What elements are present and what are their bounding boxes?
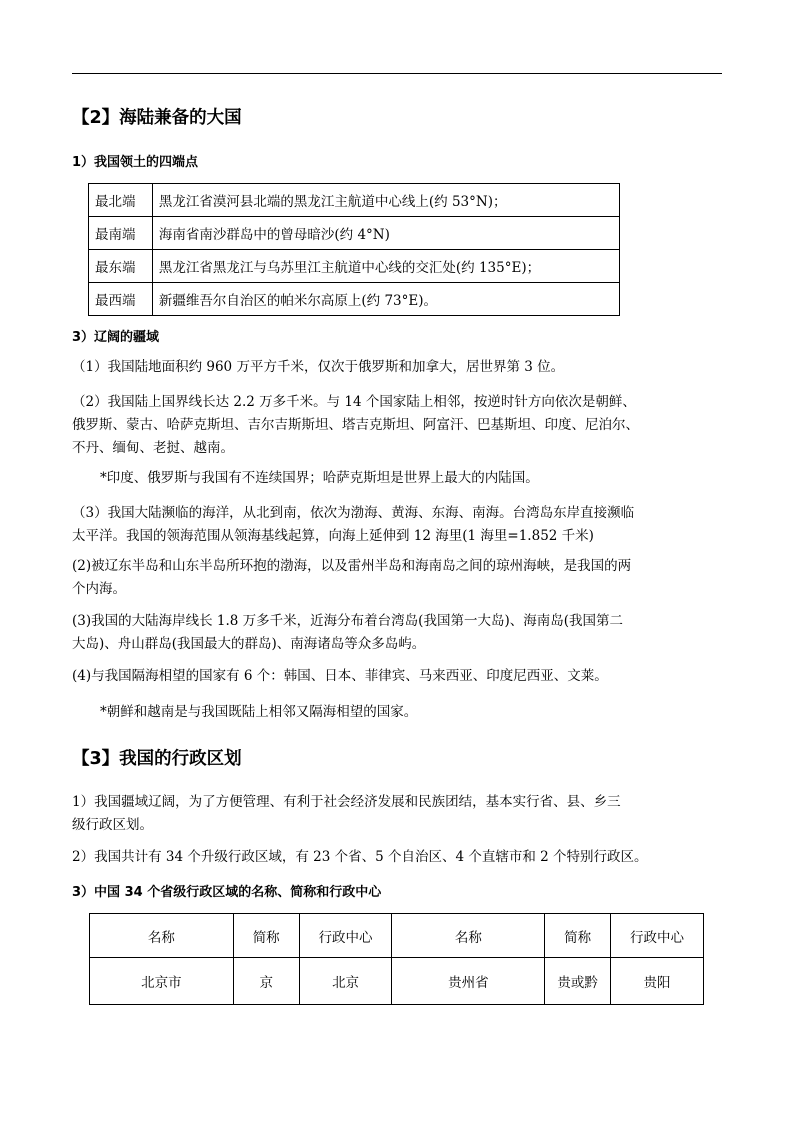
provinces-table xyxy=(89,913,704,1005)
extreme-label: 最北端 xyxy=(89,184,153,217)
col-header-abbr: 简称 xyxy=(545,914,611,958)
territory-p2 xyxy=(72,391,722,460)
col-header-capital: 行政中心 xyxy=(611,914,704,958)
territory-p6: (4)与我国隔海相望的国家有 6 个：韩国、日本、菲律宾、马来西亚、印度尼西亚、文莱。 xyxy=(72,668,608,684)
cell-name: 贵州省 xyxy=(392,958,545,1005)
cell-name: 北京市 xyxy=(90,958,234,1005)
section2-title: 【2】海陆兼备的大国 xyxy=(72,108,242,128)
cell-abbr: 京 xyxy=(233,958,299,1005)
provinces-table-heading: 3）中国 34 个省级行政区域的名称、简称和行政中心 xyxy=(72,885,382,900)
p4-line: 个内海。 xyxy=(72,581,126,597)
cell-abbr: 贵或黔 xyxy=(545,958,611,1005)
extreme-desc: 黑龙江省漠河县北端的黑龙江主航道中心线上(约 53°N)； xyxy=(152,184,619,217)
table-row xyxy=(89,184,620,217)
extreme-desc: 海南省南沙群岛中的曾母暗沙(约 4°N) xyxy=(152,217,619,250)
table-row xyxy=(89,217,620,250)
col-header-name: 名称 xyxy=(90,914,234,958)
territory-note2: *朝鲜和越南是与我国既陆上相邻又隔海相望的国家。 xyxy=(100,704,418,720)
territory-p4 xyxy=(72,555,722,601)
extreme-label: 最南端 xyxy=(89,217,153,250)
table-row xyxy=(89,250,620,283)
territory-p3 xyxy=(72,502,722,548)
section3-title: 【3】我国的行政区划 xyxy=(72,749,242,769)
cell-capital: 贵阳 xyxy=(611,958,704,1005)
extreme-desc: 黑龙江省黑龙江与乌苏里江主航道中心线的交汇处(约 135°E)； xyxy=(152,250,619,283)
table-row xyxy=(89,283,620,316)
admin-p2: 2）我国共计有 34 个升级行政区域，有 23 个省、5 个自治区、4 个直辖市和 2 个特别行政区。 xyxy=(72,849,648,865)
p5-line: (3)我国的大陆海岸线长 1.8 万多千米，近海分布着台湾岛(我国第一大岛)、海南岛(我国第二 xyxy=(72,613,623,629)
territory-note1: *印度、俄罗斯与我国有不连续国界；哈萨克斯坦是世界上最大的内陆国。 xyxy=(100,470,539,486)
p5-line: 大岛)、舟山群岛(我国最大的群岛)、南海诸岛等众多岛屿。 xyxy=(72,636,426,652)
p4-line: (2)被辽东半岛和山东半岛所环抱的渤海，以及雷州半岛和海南岛之间的琼州海峡，是我国的两 xyxy=(72,558,632,574)
territory-p5 xyxy=(72,610,722,656)
header-rule xyxy=(72,73,722,74)
p3-line: （3）我国大陆濒临的海洋，从北到南，依次为渤海、黄海、东海、南海。台湾岛东岸直接濒临 xyxy=(72,505,635,521)
territory-p1: （1）我国陆地面积约 960 万平方千米，仅次于俄罗斯和加拿大，居世界第 3 位。 xyxy=(72,359,565,375)
extreme-desc: 新疆维吾尔自治区的帕米尔高原上(约 73°E)。 xyxy=(152,283,619,316)
table-row xyxy=(90,958,704,1005)
p2-line: （2）我国陆上国界线长达 2.2 万多千米。与 14 个国家陆上相邻，按逆时针方向依次是朝鲜、 xyxy=(72,394,636,410)
p3-line: 太平洋。我国的领海范围从领海基线起算，向海上延伸到 12 海里(1 海里=1.852 千米) xyxy=(72,528,594,544)
admin-p1-line: 级行政区划。 xyxy=(72,817,153,833)
table-header-row xyxy=(90,914,704,958)
col-header-capital: 行政中心 xyxy=(299,914,392,958)
admin-p1-line: 1）我国疆域辽阔，为了方便管理、有利于社会经济发展和民族团结，基本实行省、县、乡三 xyxy=(72,794,621,810)
extreme-label: 最东端 xyxy=(89,250,153,283)
extremes-table xyxy=(88,183,620,316)
p2-line: 俄罗斯、蒙古、哈萨克斯坦、吉尔吉斯斯坦、塔吉克斯坦、阿富汗、巴基斯坦、印度、尼泊尔、 xyxy=(72,417,639,433)
extremes-heading: 1）我国领土的四端点 xyxy=(72,155,199,170)
admin-p1 xyxy=(72,791,722,837)
p2-line: 不丹、缅甸、老挝、越南。 xyxy=(72,440,234,456)
territory-heading: 3）辽阔的疆域 xyxy=(72,330,160,345)
col-header-name: 名称 xyxy=(392,914,545,958)
extreme-label: 最西端 xyxy=(89,283,153,316)
col-header-abbr: 简称 xyxy=(233,914,299,958)
cell-capital: 北京 xyxy=(299,958,392,1005)
